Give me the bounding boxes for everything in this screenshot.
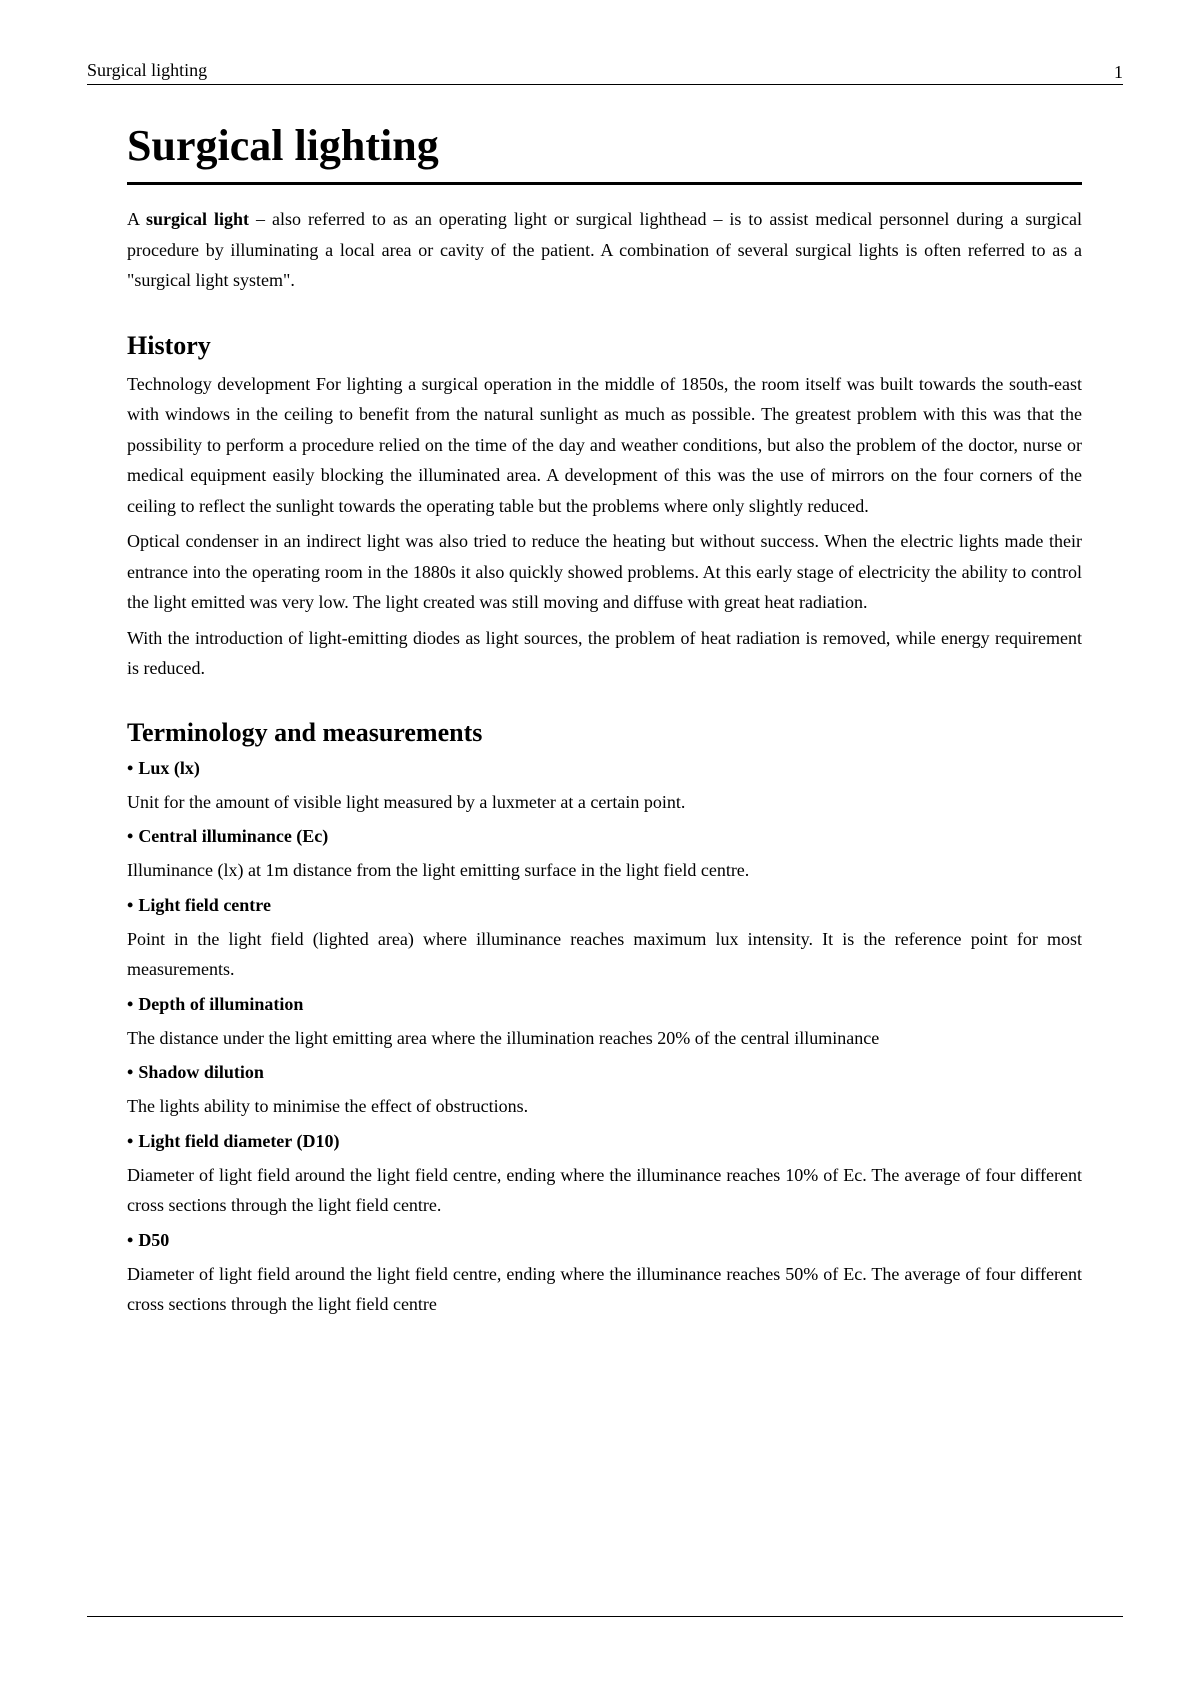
- intro-bold-term: surgical light: [146, 209, 249, 229]
- page-number: 1: [1114, 62, 1123, 82]
- term-depth-of-illumination: [127, 989, 1082, 1019]
- intro-prefix: A: [127, 209, 146, 229]
- article-title: Surgical lighting: [127, 120, 1082, 185]
- term-label: Central illuminance (Ec): [138, 826, 329, 846]
- term-light-field-diameter: [127, 1126, 1082, 1156]
- footer-rule: [87, 1616, 1123, 1617]
- term-definition-shadow-dilution: The lights ability to minimise the effect of obstructions.: [127, 1096, 529, 1116]
- term-definition-central-illuminance: Illuminance (lx) at 1m distance from the light emitting surface in the light field centre.: [127, 860, 750, 880]
- terminology-heading: Terminology and measurements: [127, 717, 483, 747]
- term-label: Light field diameter (D10): [138, 1130, 340, 1151]
- term-definition-lux: Unit for the amount of visible light measured by a luxmeter at a certain point.: [127, 791, 686, 812]
- term-definition-light-field-diameter: Diameter of light field around the light field centre, ending where the illuminance reaches 10% of Ec. The average of four different cross sections through the light field centre.: [127, 1164, 1082, 1215]
- bullet-glyph: •: [127, 757, 134, 778]
- running-header: [87, 58, 1123, 85]
- term-light-field-centre: [127, 890, 1082, 920]
- term-definition-depth-of-illumination: The distance under the light emitting area where the illumination reaches 20% of the central illuminance: [127, 1027, 880, 1048]
- term-lux: [127, 753, 1082, 783]
- bullet-glyph: •: [127, 1062, 134, 1082]
- term-definition-light-field-centre: Point in the light field (lighted area) where illuminance reaches maximum lux intensity. It is the reference point for most measurements.: [127, 928, 1082, 979]
- term-label: Light field centre: [138, 894, 271, 915]
- bullet-glyph: •: [127, 826, 134, 846]
- bullet-glyph: •: [127, 993, 134, 1014]
- term-central-illuminance: [127, 821, 1082, 851]
- article-body: [127, 120, 1082, 1320]
- term-label: D50: [138, 1229, 170, 1250]
- term-label: Lux (lx): [138, 757, 200, 778]
- bullet-glyph: •: [127, 1130, 134, 1151]
- history-paragraph-1: Technology development For lighting a surgical operation in the middle of 1850s, the room itself was built towards the south-east with windows in the ceiling to benefit from the natural sunlight as much as possible. The greatest problem with this was that the possibility to perform a procedure relied on the time of the day and weather conditions, but also the problem of the doctor, nurse or medical equipment easily blocking the illuminated area. A development of this was the use of mirrors on the four corners of the ceiling to reflect the sunlight towards the operating table but the problems where only slightly reduced.: [127, 373, 1082, 516]
- term-d50: [127, 1225, 1082, 1255]
- intro-paragraph: [127, 204, 1082, 296]
- term-definition-d50: Diameter of light field around the light field centre, ending where the illuminance reaches 50% of Ec. The average of four different cross sections through the light field centre: [127, 1263, 1082, 1314]
- intro-rest: – also referred to as an operating light or surgical lighthead – is to assist medical personnel during a surgical procedure by illuminating a local area or cavity of the patient. A combination of several surgical lights is often referred to as a "surgical light system".: [127, 209, 1082, 290]
- bullet-glyph: •: [127, 894, 134, 915]
- history-heading: History: [127, 330, 211, 360]
- term-label: Depth of illumination: [138, 993, 304, 1014]
- running-header-title: Surgical lighting: [87, 60, 208, 80]
- history-paragraph-2: Optical condenser in an indirect light was also tried to reduce the heating but without success. When the electric lights made their entrance into the operating room in the 1880s it also quickly showed problems. At this early stage of electricity the ability to control the light emitted was very low. The light created was still moving and diffuse with great heat radiation.: [127, 531, 1082, 612]
- term-label: Shadow dilution: [138, 1062, 264, 1082]
- term-shadow-dilution: [127, 1057, 1082, 1087]
- bullet-glyph: •: [127, 1229, 134, 1250]
- history-paragraph-3: With the introduction of light-emitting diodes as light sources, the problem of heat radiation is removed, while energy requirement is reduced.: [127, 627, 1082, 678]
